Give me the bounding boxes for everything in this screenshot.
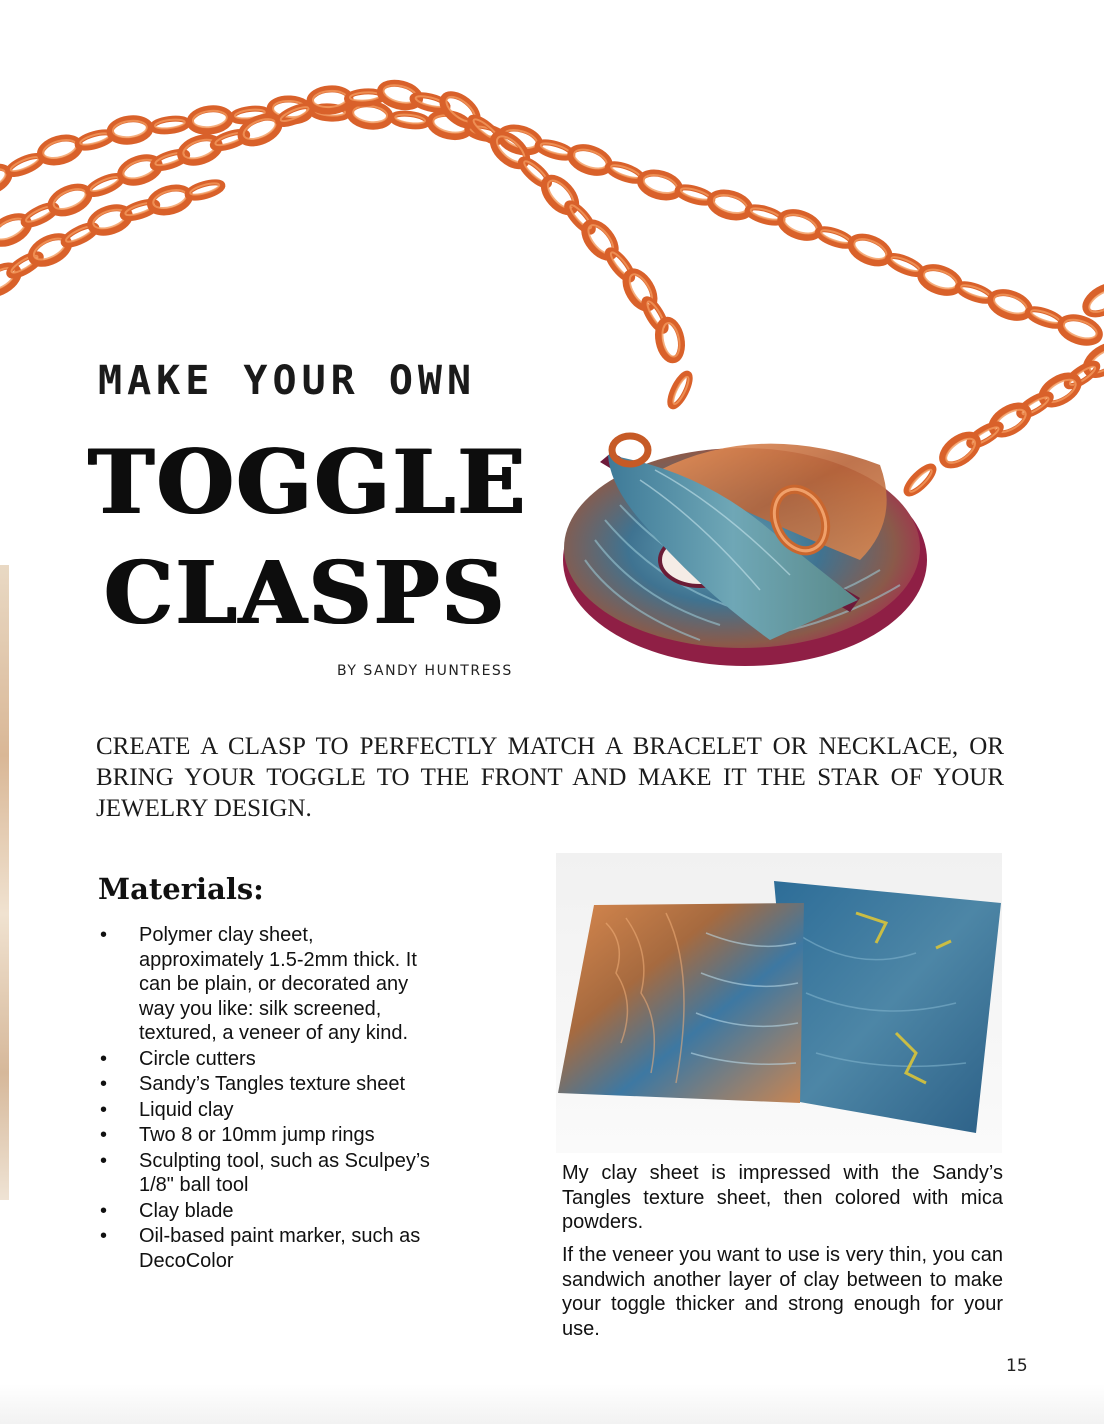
list-item — [100, 1072, 440, 1097]
list-item — [100, 1199, 440, 1224]
bullet-icon: • — [100, 924, 108, 946]
page-bottom-shadow — [0, 1384, 1104, 1424]
textured-clay-sheets-image — [556, 853, 1002, 1153]
bullet-icon: • — [100, 1098, 108, 1121]
bullet-icon: • — [100, 1047, 108, 1070]
list-item-text: Liquid clay — [139, 1098, 234, 1121]
article-kicker: MAKE YOUR OWN — [98, 358, 477, 404]
article-title-line-1: TOGGLE — [88, 430, 528, 534]
bullet-icon: • — [100, 1225, 108, 1247]
bullet-icon: • — [100, 1149, 108, 1172]
bullet-icon: • — [100, 1124, 108, 1146]
list-item — [100, 1098, 440, 1123]
page-number: 15 — [1006, 1356, 1028, 1376]
photo-caption: My clay sheet is impressed with the Sandy’s Tangles texture sheet, then colored with mica powders. — [562, 1162, 1003, 1233]
materials-list — [100, 923, 440, 1274]
list-item — [100, 1123, 440, 1148]
bullet-icon: • — [100, 1199, 108, 1222]
materials-heading: Materials: — [98, 872, 264, 906]
body-paragraph: If the veneer you want to use is very thin, you can sandwich another layer of clay between to make your toggle thicker and strong enough for your use. — [562, 1244, 1003, 1340]
clay-sheets-photo — [556, 853, 1002, 1153]
article-intro: CREATE A CLASP TO PERFECTLY MATCH A BRACELET OR NECKLACE, OR BRING YOUR TOGGLE TO THE FRONT AND MAKE IT THE STAR OF YOUR JEWELRY DESIGN. — [96, 733, 1004, 822]
list-item-text: Polymer clay sheet, approximately 1.5-2mm thick. It can be plain, or decorated any way you like: silk screened, textured, a veneer of any kind. — [139, 924, 417, 1044]
article-byline: BY SANDY HUNTRESS — [337, 663, 513, 679]
list-item-text: Oil-based paint marker, such as DecoColor — [139, 1225, 421, 1272]
list-item — [100, 1224, 440, 1273]
list-item — [100, 1047, 440, 1072]
list-item — [100, 923, 440, 1046]
page-edge-strip — [0, 565, 9, 1200]
list-item-text: Sandy’s Tangles texture sheet — [139, 1073, 406, 1095]
list-item-text: Two 8 or 10mm jump rings — [139, 1124, 375, 1146]
article-title-line-2: CLASPS — [104, 543, 507, 644]
list-item-text: Clay blade — [139, 1199, 234, 1222]
bullet-icon: • — [100, 1073, 108, 1095]
list-item-text: Circle cutters — [139, 1047, 256, 1070]
list-item — [100, 1149, 440, 1198]
list-item-text: Sculpting tool, such as Sculpey’s 1/8" ball tool — [139, 1149, 430, 1196]
